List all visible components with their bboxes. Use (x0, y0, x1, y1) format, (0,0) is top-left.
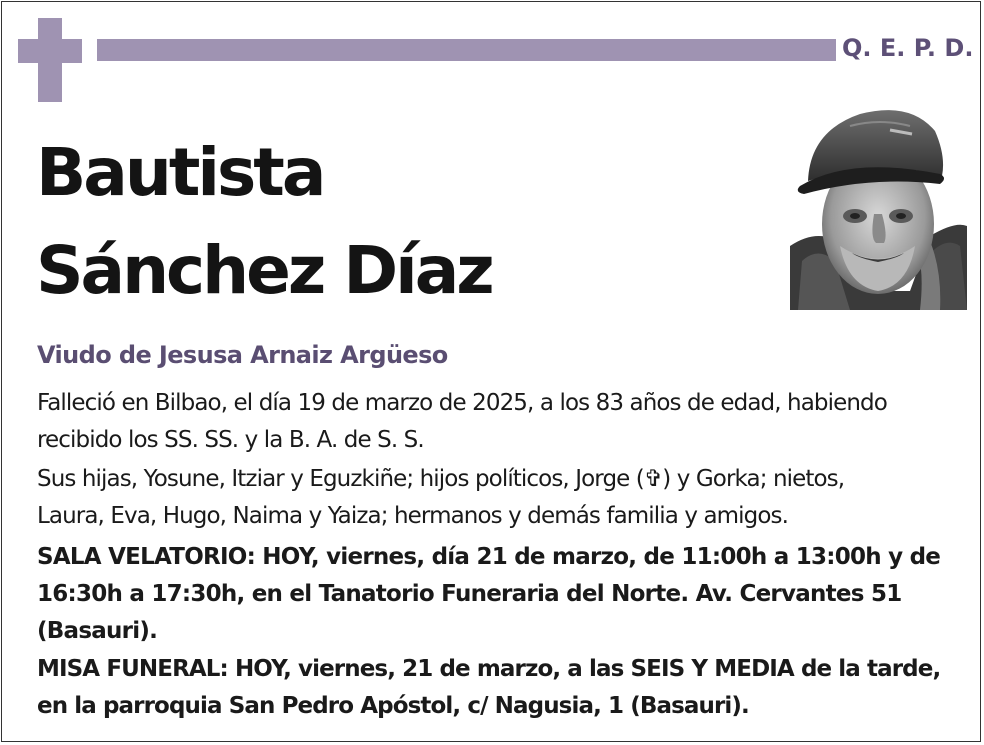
deceased-portrait (790, 96, 967, 310)
deceased-surnames: Sánchez Díaz (36, 232, 492, 309)
header-rule (97, 39, 836, 61)
paragraph-line: recibido los SS. SS. y la B. A. de S. S. (37, 427, 424, 453)
qepd-label: Q. E. P. D. (842, 34, 974, 62)
paragraph-line: en la parroquia San Pedro Apóstol, c/ Nagusia, 1 (Basauri). (37, 693, 749, 719)
paragraph-line: Falleció en Bilbao, el día 19 de marzo de 2025, a los 83 años de edad, habiendo (37, 390, 887, 416)
deceased-first-name: Bautista (36, 134, 324, 211)
funeral-mass-paragraph (37, 651, 962, 725)
paragraph-line: (Basauri). (37, 618, 158, 644)
portrait-illustration (790, 96, 967, 310)
wake-paragraph (37, 539, 962, 650)
widower-line: Viudo de Jesusa Arnaiz Argüeso (37, 341, 448, 369)
paragraph-line: Laura, Eva, Hugo, Naima y Yaiza; hermanos y demás familia y amigos. (37, 503, 789, 529)
death-notice-paragraph (37, 385, 962, 459)
paragraph-line: MISA FUNERAL: HOY, viernes, 21 de marzo, a las SEIS Y MEDIA de la tarde, (37, 656, 941, 682)
family-paragraph (37, 461, 962, 535)
paragraph-line: Sus hijas, Yosune, Itziar y Eguzkiñe; hijos políticos, Jorge (✞) y Gorka; nietos, (37, 466, 845, 492)
paragraph-line: SALA VELATORIO: HOY, viernes, día 21 de marzo, de 11:00h a 13:00h y de (37, 544, 941, 570)
cross-icon-arm (18, 39, 82, 63)
paragraph-line: 16:30h a 17:30h, en el Tanatorio Funeraria del Norte. Av. Cervantes 51 (37, 581, 902, 607)
